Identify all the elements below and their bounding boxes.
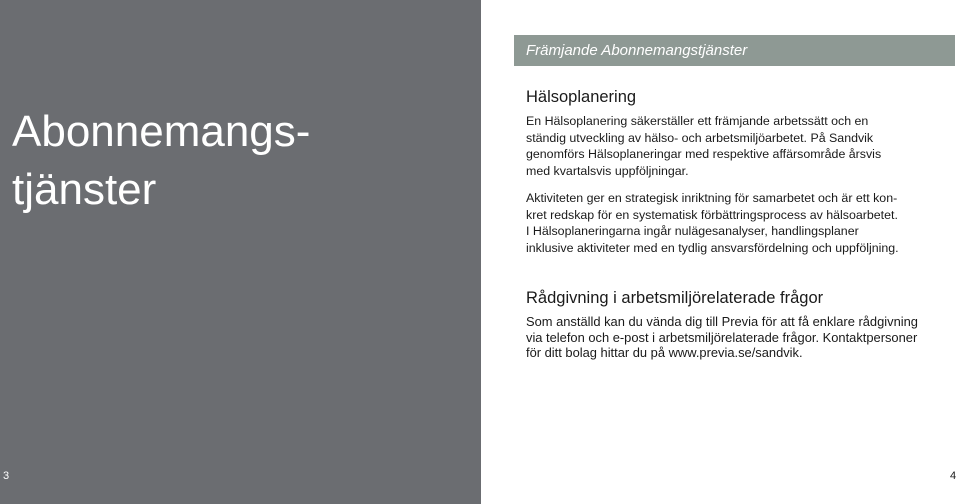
- page-title-line-1: Abonnemangs-: [12, 107, 311, 156]
- text-line: Aktiviteten ger en strategisk inriktning för samarbetet och är ett kon-: [526, 191, 898, 205]
- text-line: via telefon och e-post i arbetsmiljörelaterade frågor. Kontaktpersoner: [526, 329, 918, 345]
- paragraph: [526, 314, 938, 361]
- section-heading: Hälsoplanering: [526, 88, 637, 106]
- page-title: [12, 103, 432, 219]
- text-line: Som anställd kan du vända dig till Previa för att få enklare rådgivning: [526, 314, 918, 329]
- text-line: ständig utveckling av hälso- och arbetsmiljöarbetet. På Sandvik: [526, 130, 874, 145]
- page-number-right: 4: [950, 470, 957, 482]
- text-line: för ditt bolag hittar du på www.previa.se/sandvik.: [526, 345, 803, 360]
- text-line: kret redskap för en systematisk förbättringsprocess av hälsoarbetet.: [526, 207, 898, 222]
- text-line: genomförs Hälsoplaneringar med respektive affärsområde årsvis: [526, 147, 882, 161]
- section-banner: Främjande Abonnemangstjänster: [514, 35, 955, 66]
- section-halsoplanering: [526, 87, 938, 256]
- text-line: inklusive aktiviteter med en tydlig ansvarsfördelning och uppföljning.: [526, 240, 899, 255]
- paragraph: [526, 190, 938, 256]
- section-radgivning: [526, 288, 938, 361]
- page-title-line-2: tjänster: [12, 165, 157, 214]
- paragraph: [526, 113, 938, 179]
- text-line: I Hälsoplaneringarna ingår nulägesanalyser, handlingsplaner: [526, 224, 859, 238]
- right-page: [481, 0, 960, 504]
- text-line: En Hälsoplanering säkerställer ett främjande arbetssätt och en: [526, 114, 869, 128]
- section-heading: Rådgivning i arbetsmiljörelaterade frågor: [526, 289, 824, 307]
- text-line: med kvartalsvis uppföljningar.: [526, 163, 689, 178]
- page-number-left: 3: [3, 470, 10, 482]
